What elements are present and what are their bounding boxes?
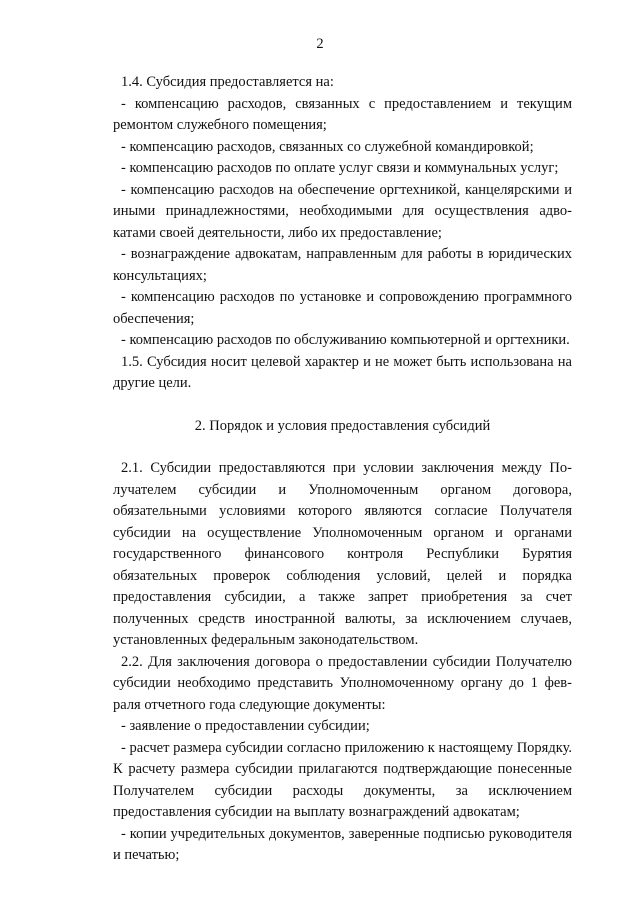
list-item-premises: - компенсацию расходов, связанных с предоставлением и текущим ремонтом служебного помещения; <box>113 95 572 133</box>
paragraph-2-2: 2.2. Для заключения договора о предоставлении субсидии Получателю субсидии необходимо представить Уполномоченному органу до 1 февраля отчетного года следующие документы: <box>113 653 572 713</box>
list-item-calculation: - расчет размера субсидии согласно приложению к настоящему Порядку. К расчету размера субсидии прилагаются подтверждающие понесенные Получателем субсидии расходы документы, за исключением предоставления субсидии на выплату вознаграждений адвокатам; <box>113 739 572 820</box>
paragraph-2-1: 2.1. Субсидии предоставляются при условии заключения между Получателем субсидии и Уполномоченным органом договора, обязательными условиями которого являются согласие Получателя субсидии на осуществление Уполномоченным органом и органами государственного финансового контроля Республики Бурятия обязательных проверок соблюдения условий, целей и порядка предоставления субсидии, а также запрет приобретения за счет полученных средств иностранной валюты, за исключением случаев, установленных федеральным законодательством. <box>113 460 572 648</box>
list-item-founding-documents: - копии учредительных документов, заверенные подписью руководителя и печатью; <box>113 825 572 863</box>
list-item-communications: - компенсацию расходов по оплате услуг связи и коммунальных услуг; <box>121 160 559 176</box>
page-number: 2 <box>316 36 324 52</box>
paragraph-1-4: 1.4. Субсидия предоставляется на: <box>121 74 334 90</box>
paragraph-1-5: 1.5. Субсидия носит целевой характер и не может быть использована на другие цели. <box>113 353 572 391</box>
list-item-software: - компенсацию расходов по установке и сопровождению программного обеспечения; <box>113 289 572 327</box>
list-item-office-equipment: - компенсацию расходов на обеспечение оргтехникой, канцелярскими и иными принадлежностями, необходимыми для осуществления адвокатами своей деятельности, либо их предоставление; <box>113 181 572 241</box>
document-body <box>113 72 572 867</box>
section-heading: 2. Порядок и условия предоставления субсидий <box>194 417 491 434</box>
list-item-application: - заявление о предоставлении субсидии; <box>121 718 370 734</box>
list-item-lawyer-remuneration: - вознаграждение адвокатам, направленным для работы в юридических консультациях; <box>113 246 572 284</box>
list-item-business-trip: - компенсацию расходов, связанных со служебной командировкой; <box>121 138 534 155</box>
list-item-computer-maintenance: - компенсацию расходов по обслуживанию компьютерной и оргтехники. <box>121 332 570 348</box>
